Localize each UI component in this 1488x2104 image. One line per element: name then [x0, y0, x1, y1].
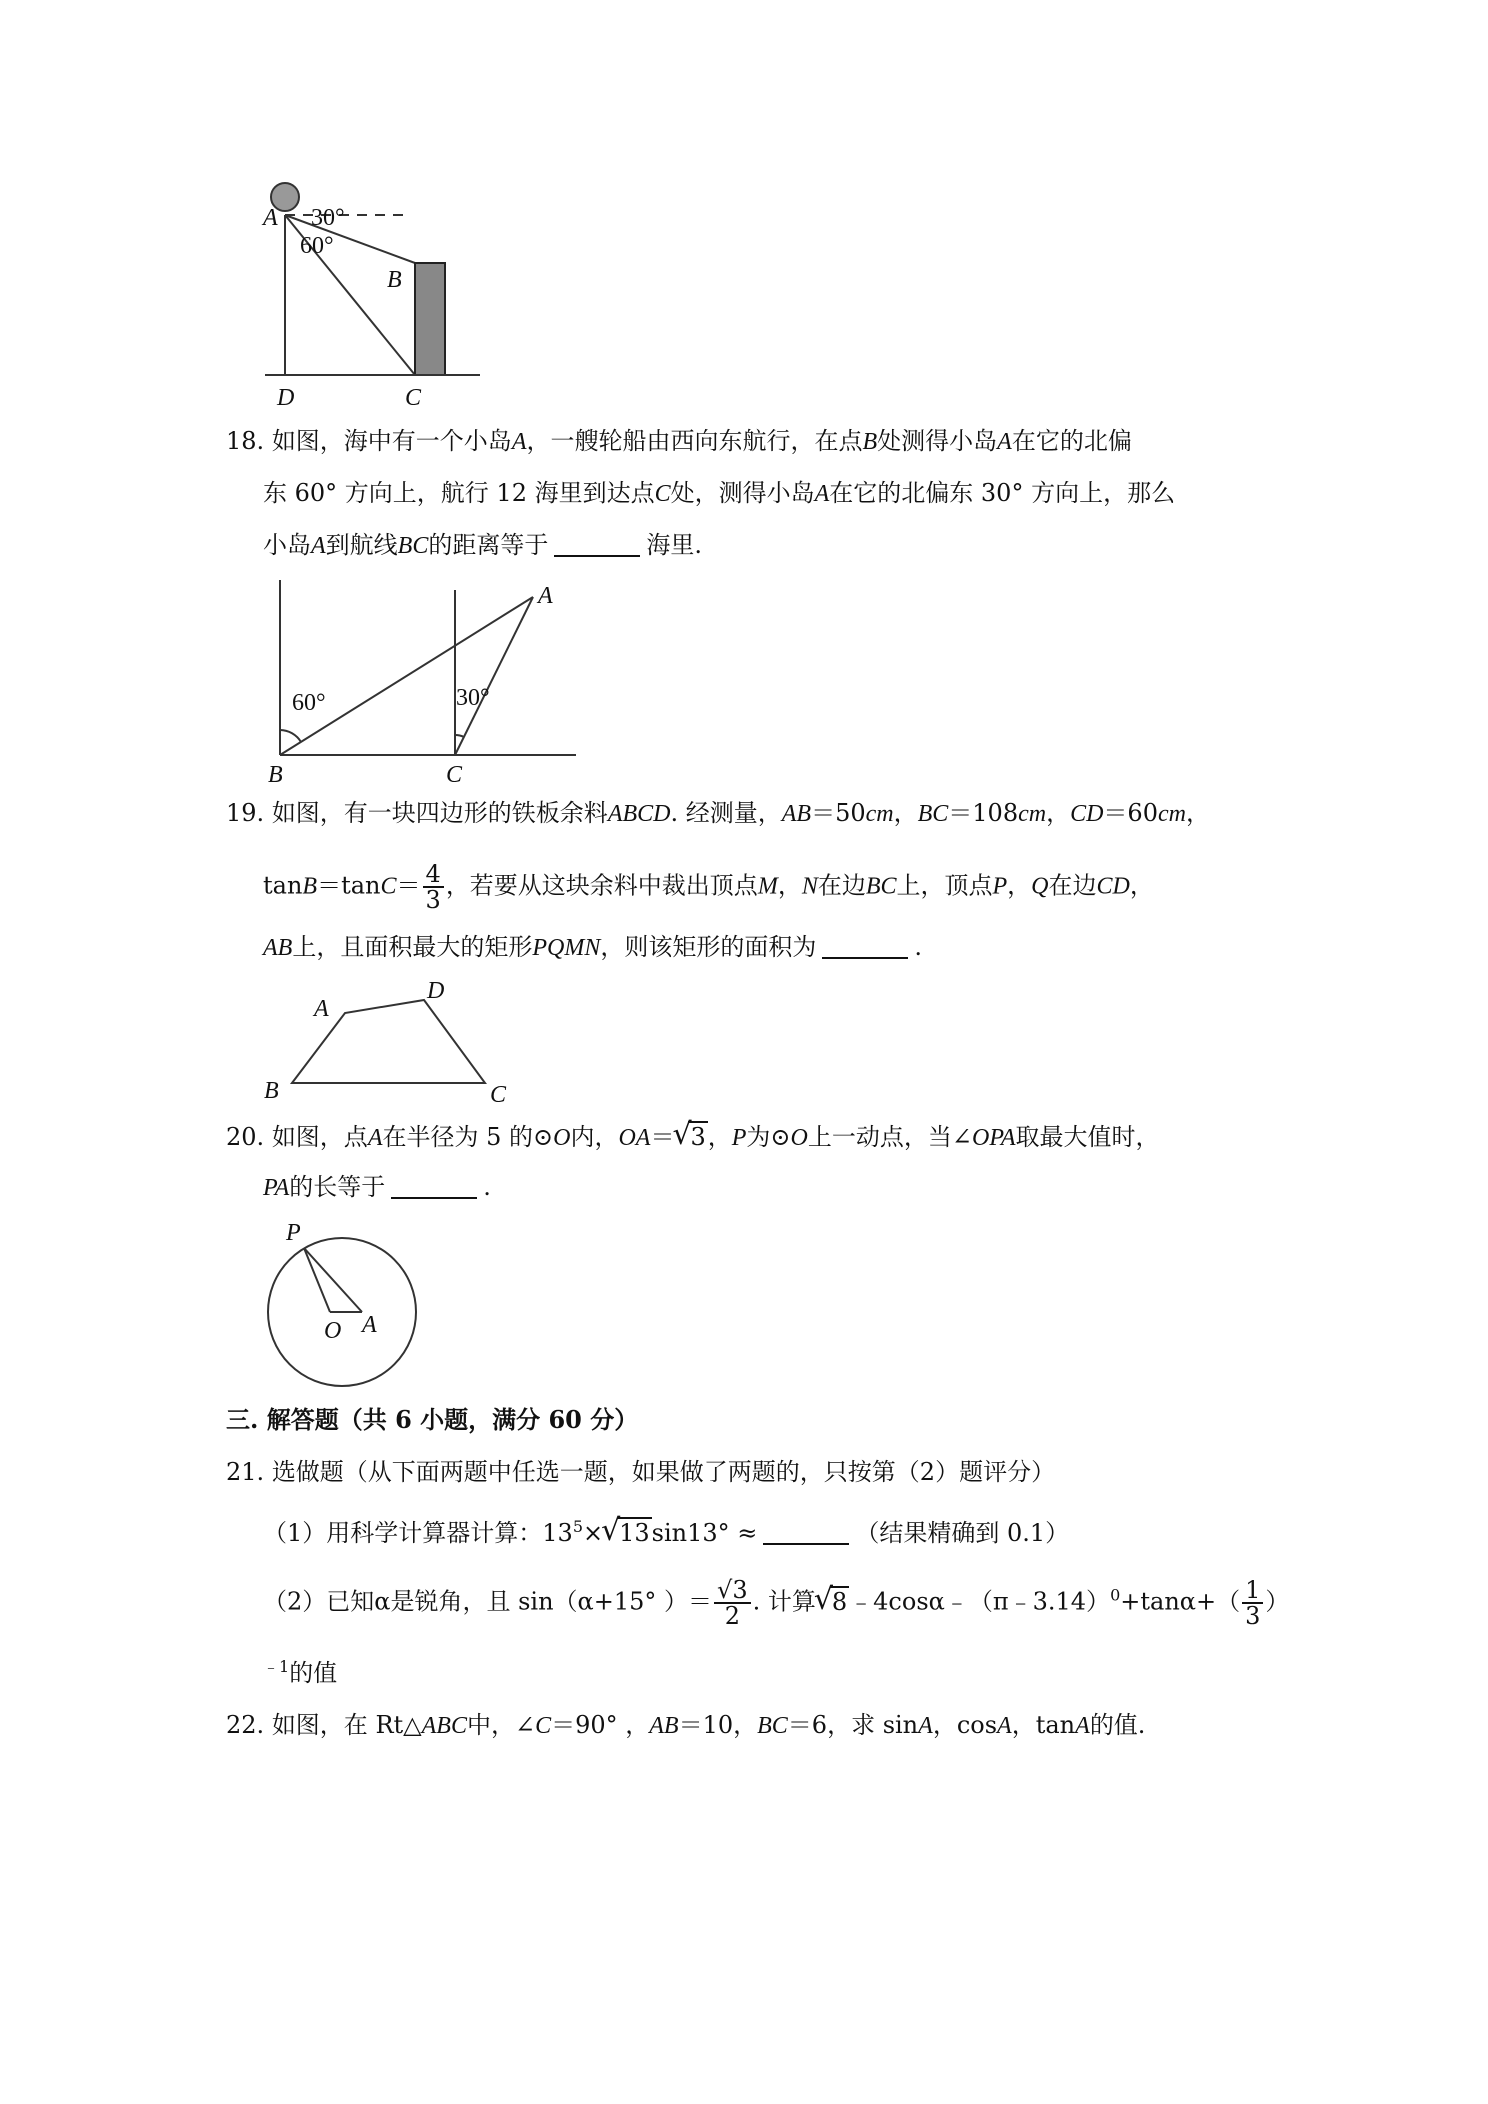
q22-text: ＝90° ， — [551, 1711, 650, 1739]
q20-text: 的长等于 — [289, 1173, 386, 1201]
q19-text: 上，顶点 — [896, 871, 993, 900]
var: Q — [1031, 873, 1049, 900]
var: N — [801, 873, 818, 900]
q20-text: ＝ — [650, 1123, 675, 1151]
frac-den: 3 — [425, 886, 441, 914]
fraction-4-3 — [423, 862, 444, 912]
var: PA — [263, 1175, 290, 1201]
q19-text: ， — [1129, 871, 1154, 900]
q19-text: ＝50 — [811, 799, 866, 827]
q19-text: ＝108 — [948, 799, 1019, 827]
q18-text: ，一艘轮船由西向东航行，在点 — [526, 427, 863, 455]
q21-text: 选做题（从下面两题中任选一题，如果做了两题的，只按第（2）题评分） — [271, 1458, 1056, 1486]
frac-den: 2 — [724, 1602, 740, 1630]
q19-text: 在边 — [1048, 871, 1097, 900]
var: CD — [1070, 801, 1104, 827]
label-B: B — [387, 267, 402, 293]
q22-text: ，tan — [1011, 1711, 1076, 1739]
q19-text: ， — [1007, 871, 1032, 900]
var: C — [654, 481, 671, 507]
sqrt-8 — [816, 1585, 849, 1619]
building-rect — [415, 263, 445, 375]
q18-text: 处测得小岛 — [877, 427, 998, 455]
var: BC — [865, 873, 897, 900]
var: AB — [781, 801, 812, 827]
figure-20 — [262, 1220, 432, 1390]
label-C: C — [490, 1082, 507, 1108]
superscript: 0 — [1110, 1585, 1121, 1605]
var: O — [790, 1125, 808, 1151]
q18-text: 在它的北偏东 30° 方向上，那么 — [829, 479, 1176, 507]
q22-text: ＝6，求 sin — [787, 1711, 919, 1739]
q20-text: 在半径为 5 的⊙ — [382, 1123, 554, 1151]
frac-num: √3 — [714, 1578, 751, 1604]
q18-text: 如图，海中有一个小岛 — [271, 427, 512, 455]
q21-text: 的值 — [289, 1659, 338, 1687]
q21-number: 21. — [226, 1458, 265, 1486]
superscript: ﹣1 — [263, 1657, 290, 1676]
q19-text: 在边 — [817, 871, 866, 900]
label-C: C — [446, 762, 463, 788]
q19-text: ＝60 — [1103, 799, 1158, 827]
section-heading: 三. 解答题（共 6 小题，满分 60 分） — [226, 1405, 639, 1434]
var: OPA — [971, 1125, 1016, 1151]
q22-text: 的值. — [1089, 1711, 1146, 1739]
q18-text: 在它的北偏 — [1011, 427, 1132, 455]
frac-num: 1 — [1242, 1578, 1263, 1604]
q22-number: 22. — [226, 1711, 265, 1739]
q18-text: 处，测得小岛 — [670, 479, 815, 507]
q21-part2 — [263, 1578, 1289, 1628]
label-D: D — [277, 385, 295, 411]
fraction-1-3 — [1242, 1578, 1263, 1628]
radicand: 8 — [831, 1587, 848, 1616]
q21-intro — [226, 1455, 1055, 1489]
var: BC — [757, 1713, 788, 1739]
label-P: P — [286, 1220, 301, 1246]
var: AB — [649, 1713, 679, 1739]
angle-30-label: 30° — [311, 205, 345, 231]
q21-text: × — [583, 1519, 604, 1547]
radicand: 3 — [690, 1123, 706, 1151]
answer-blank[interactable] — [822, 933, 908, 959]
q19-text: ， — [893, 799, 918, 827]
answer-blank[interactable] — [554, 531, 640, 557]
sqrt-3 — [674, 1120, 707, 1154]
label-A: A — [362, 1312, 377, 1338]
q19-text: ， — [1046, 799, 1071, 827]
var: M — [757, 873, 778, 900]
var: A — [311, 533, 326, 559]
q19-text: ，若要从这块余料中裁出顶点 — [445, 871, 758, 900]
q20-text: 如图，点 — [271, 1123, 368, 1151]
q18-text: 小岛 — [263, 531, 311, 559]
var: A — [814, 481, 830, 507]
figure-19 — [262, 978, 522, 1108]
var: P — [731, 1125, 747, 1151]
q20-text: 取最大值时， — [1015, 1123, 1160, 1151]
var: B — [302, 873, 318, 900]
q19-line1 — [226, 796, 1210, 831]
label-A: A — [314, 996, 329, 1022]
line-PA — [304, 1248, 362, 1312]
q21-text: （2）已知α是锐角，且 sin（α+15° ）＝ — [263, 1587, 713, 1616]
var: BC — [917, 801, 949, 827]
q22-line — [226, 1708, 1145, 1743]
q20-line1 — [226, 1120, 1160, 1155]
q19-text: 上，且面积最大的矩形 — [292, 933, 533, 961]
q19-line2 — [263, 862, 1154, 912]
q20-text: 内， — [570, 1123, 619, 1151]
label-B: B — [264, 1078, 279, 1104]
var: P — [992, 873, 1008, 900]
unit: cm — [865, 801, 894, 827]
label-C: C — [405, 385, 422, 411]
line-PO — [304, 1248, 330, 1312]
var: A — [918, 1713, 933, 1739]
q20-text: . — [483, 1173, 491, 1201]
figure-17 — [255, 175, 495, 415]
label-B: B — [268, 762, 283, 788]
angle-60-label: 60° — [300, 233, 334, 259]
q20-text: 为⊙ — [746, 1123, 791, 1151]
angle-30-label: 30° — [456, 685, 490, 711]
q18-text: 到航线 — [325, 531, 398, 559]
fraction-sqrt3-2 — [714, 1578, 751, 1628]
label-O: O — [324, 1318, 342, 1344]
q19-text: ， — [1185, 799, 1210, 827]
var: A — [511, 429, 527, 455]
q21-text: （结果精确到 0.1） — [855, 1519, 1070, 1547]
q19-line3 — [263, 930, 922, 965]
q18-text: 东 60° 方向上，航行 12 海里到达点 — [263, 479, 655, 507]
var: ABC — [421, 1713, 467, 1739]
frac-den: 3 — [1245, 1602, 1261, 1630]
q22-text: ＝10， — [678, 1711, 758, 1739]
q18-text: 的距离等于 — [428, 531, 549, 559]
sqrt-13 — [603, 1516, 652, 1550]
q20-text: ， — [707, 1123, 732, 1151]
q19-text: 如图，有一块四边形的铁板余料 — [271, 799, 608, 827]
q20-text: 上一动点，当∠ — [807, 1123, 972, 1151]
radicand: 13 — [619, 1519, 650, 1547]
q19-text: tan — [263, 871, 303, 900]
q19-text: . — [914, 933, 922, 961]
answer-blank[interactable] — [763, 1519, 849, 1545]
q22-text: 中，∠ — [466, 1711, 536, 1739]
var: BC — [397, 533, 429, 559]
q18-number: 18. — [226, 427, 265, 455]
label-A: A — [538, 583, 553, 609]
unit: cm — [1157, 801, 1186, 827]
q20-number: 20. — [226, 1123, 265, 1151]
superscript: 5 — [572, 1517, 583, 1536]
label-D: D — [427, 978, 445, 1004]
q21-part3 — [263, 1650, 337, 1690]
q19-text: . 经测量， — [670, 799, 782, 827]
var: ABCD — [607, 801, 671, 827]
var: A — [367, 1125, 383, 1151]
unit: cm — [1018, 801, 1047, 827]
q21-text: （1）用科学计算器计算：13 — [263, 1519, 573, 1547]
q21-text: . 计算 — [752, 1587, 816, 1616]
var: A — [997, 1713, 1012, 1739]
q21-part1 — [263, 1510, 1069, 1550]
figure-18 — [268, 575, 588, 788]
var: B — [862, 429, 878, 455]
q18-text: 海里. — [646, 531, 702, 559]
q19-text: ， — [777, 871, 802, 900]
var: A — [997, 429, 1012, 455]
q18-line3 — [263, 528, 702, 563]
q19-number: 19. — [226, 799, 265, 827]
q20-line2 — [263, 1170, 491, 1205]
var: AB — [263, 935, 293, 961]
label-A: A — [263, 205, 278, 231]
q19-text: ＝ — [396, 871, 421, 900]
var: PQMN — [532, 935, 601, 961]
var: CD — [1096, 873, 1130, 900]
angle-60-label: 60° — [292, 690, 326, 716]
var: A — [1075, 1713, 1090, 1739]
var: C — [535, 1713, 552, 1739]
answer-blank[interactable] — [391, 1173, 477, 1199]
q21-text: ） — [1265, 1587, 1290, 1616]
q18-line2 — [263, 476, 1175, 511]
var: C — [380, 873, 397, 900]
q21-text: sin13° ≈ — [651, 1519, 758, 1547]
q22-text: 如图，在 Rt△ — [271, 1711, 422, 1739]
frac-num: 4 — [423, 862, 444, 888]
q19-text: ＝tan — [317, 871, 381, 900]
q21-text: ﹣4cosα﹣（π﹣3.14） — [849, 1587, 1111, 1616]
q21-text: +tanα+（ — [1120, 1587, 1241, 1616]
var: O — [553, 1125, 571, 1151]
q18-line1 — [226, 424, 1132, 459]
var: OA — [618, 1125, 651, 1151]
angle-arc-B — [280, 730, 301, 742]
q19-text: ，则该矩形的面积为 — [600, 933, 817, 961]
angle-arc-C — [455, 735, 464, 737]
q22-text: ，cos — [932, 1711, 998, 1739]
